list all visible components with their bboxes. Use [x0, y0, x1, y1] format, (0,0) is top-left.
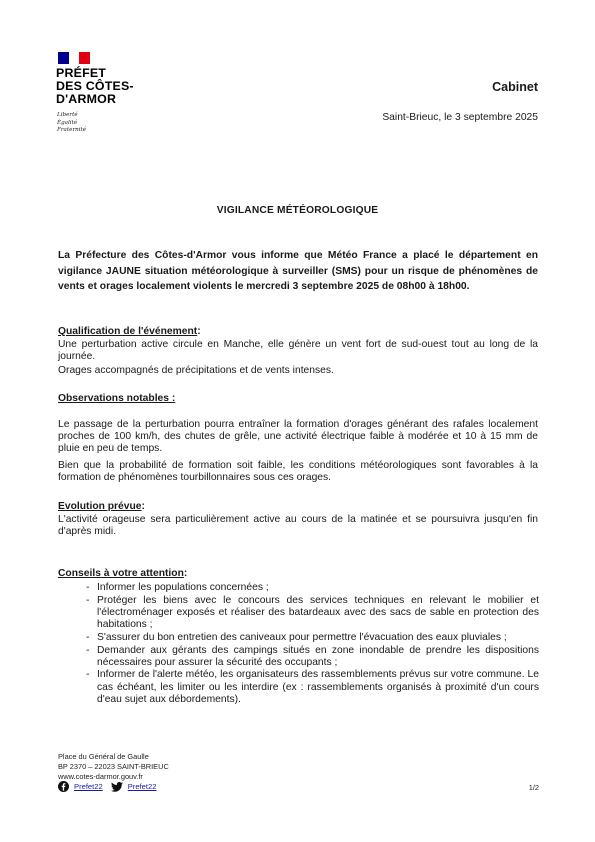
evolution-heading: [58, 500, 538, 513]
prefecture-line-1: PRÉFET: [56, 66, 107, 80]
qualification-heading-text: Qualification de l'événement: [58, 326, 198, 337]
facebook-icon[interactable]: [58, 781, 69, 792]
qualification-paragraph-1: Une perturbation active circule en Manche, elle génère un vent fort de sud-ouest tout au long de la journée.: [58, 339, 538, 363]
marianne-flag-logo: [58, 52, 90, 64]
conseils-list: [86, 582, 539, 707]
list-item: - Protéger les biens avec le concours des services techniques en relevant le mobilier et l'électroménager exposés et réaliser des batardeaux avec des sacs de sable en protection des habitations ;: [86, 595, 539, 632]
list-item: - Informer les populations concernées ;: [86, 582, 539, 594]
flag-white-band: [69, 52, 79, 64]
evolution-paragraph-1: L'activité orageuse sera particulièrement active au cours de la matinée et se poursuivra jusqu'en fin d'après midi.: [58, 514, 538, 538]
facebook-link[interactable]: Prefet22: [74, 782, 103, 791]
conseils-heading: [58, 567, 538, 580]
flag-red-band: [79, 52, 90, 64]
prefecture-line-2: DES CÔTES-: [56, 79, 134, 93]
prefecture-name: [56, 67, 176, 106]
lead-paragraph: La Préfecture des Côtes-d'Armor vous informe que Météo France a placé le département en vigilance JAUNE situation météorologique à surveiller (SMS) pour un risque de phénomènes de vents et orages localement violents le mercredi 3 septembre 2025 de 08h00 à 18h00.: [58, 250, 538, 293]
motto-liberte: Liberté: [57, 112, 78, 118]
footer-address: [58, 752, 169, 781]
observations-paragraph-2: Bien que la probabilité de formation soit faible, les conditions météorologiques sont favorables à la formation de phénomènes tourbillonnaires sous ces orages.: [58, 460, 538, 484]
document-title: VIGILANCE MÉTÉOROLOGIQUE: [216, 205, 379, 216]
address-line-1: Place du Général de Gaulle: [58, 752, 149, 761]
republic-motto: [57, 112, 86, 135]
list-item: - Demander aux gérants des campings situés en zone inondable de prendre les dispositions nécessaires pour assurer la sécurité des occupants ;: [86, 645, 539, 669]
service-name: Cabinet: [492, 80, 538, 94]
place-date: Saint-Brieuc, le 3 septembre 2025: [382, 112, 538, 123]
motto-fraternite: Fraternité: [57, 127, 87, 133]
list-item: - Informer de l'alerte météo, les organisateurs des rassemblements prévus sur votre commune. Le cas échéant, les limiter ou les interdire (ex : rassemblements organisés à proximité d'un cours d'eau sujet aux débordements).: [86, 669, 539, 706]
conseils-heading-text: Conseils à votre attention: [58, 568, 184, 579]
twitter-link[interactable]: Prefet22: [127, 782, 157, 791]
conseils-heading-colon: :: [183, 568, 188, 579]
evolution-heading-text: Evolution prévue: [58, 501, 142, 512]
motto-egalite: Égalité: [57, 119, 78, 126]
twitter-bird-icon[interactable]: [111, 782, 123, 792]
page-number: 1/2: [528, 783, 539, 792]
observations-heading: Observations notables :: [58, 393, 176, 404]
prefecture-line-3: D'ARMOR: [56, 92, 117, 106]
evolution-heading-colon: :: [141, 501, 145, 512]
observations-paragraph-1: Le passage de la perturbation pourra entraîner la formation d'orages générant des rafales localement proches de 100 km/h, des chutes de grêle, une activité électrique faible à modérée et 10 à 15 mm de pluie en peu de temps.: [58, 419, 538, 455]
list-item: - S'assurer du bon entretien des caniveaux pour permettre l'évacuation des eaux pluviales ;: [86, 632, 539, 644]
qualification-heading-colon: :: [197, 326, 201, 337]
footer-social-links: [58, 781, 156, 792]
qualification-paragraph-2: Orages accompagnés de précipitations et de vents intenses.: [58, 365, 334, 376]
flag-blue-band: [58, 52, 69, 64]
address-line-2: BP 2370 – 22023 SAINT-BRIEUC: [58, 761, 169, 771]
website-link[interactable]: www.cotes-darmor.gouv.fr: [58, 771, 143, 781]
qualification-heading: [58, 325, 538, 338]
